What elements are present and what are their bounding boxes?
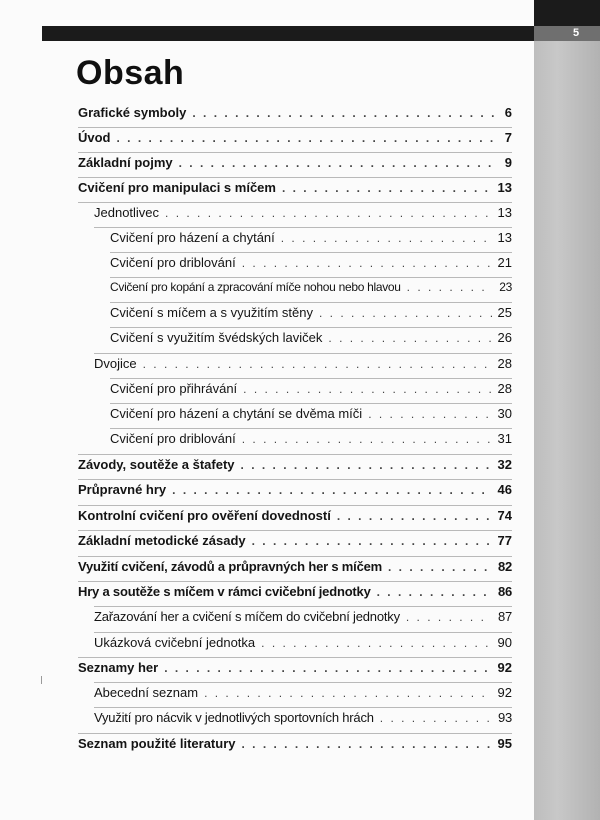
toc-separator: [78, 127, 512, 128]
toc-leader-dots: [172, 483, 491, 497]
toc-entry[interactable]: [110, 280, 512, 294]
toc-entry[interactable]: [78, 155, 512, 170]
toc-separator: [110, 378, 512, 379]
toc-entry-label: Hry a soutěže s míčem v rámci cvičební jednotky: [78, 584, 371, 599]
toc-entry-page: 13: [497, 230, 512, 245]
toc-entry-page: 92: [497, 685, 512, 700]
toc-entry[interactable]: [110, 431, 512, 446]
toc-entry[interactable]: [110, 406, 512, 421]
toc-entry-page: 23: [499, 280, 512, 294]
toc-entry-label: Seznamy her: [78, 660, 159, 675]
toc-entry-label: Cvičení s míčem a s využitím stěny: [110, 305, 313, 320]
toc-entry-label: Cvičení pro driblování: [110, 431, 236, 446]
toc-entry[interactable]: [110, 230, 512, 245]
toc-leader-dots: [117, 131, 499, 145]
toc-leader-dots: [282, 181, 492, 195]
toc-entry-label: Základní metodické zásady: [78, 533, 246, 548]
toc-entry-page: 13: [497, 180, 512, 195]
toc-entry-page: 31: [497, 431, 512, 446]
toc-entry-label: Seznam použité literatury: [78, 736, 236, 751]
toc-entry-page: 87: [497, 609, 512, 624]
toc-entry-page: 74: [497, 508, 512, 523]
toc-entry[interactable]: [78, 559, 512, 574]
toc-entry-label: Ukázková cvičební jednotka: [94, 635, 256, 650]
toc-leader-dots: [179, 156, 499, 170]
toc-leader-dots: [164, 661, 491, 675]
toc-separator: [78, 505, 512, 506]
toc-entry-label: Úvod: [78, 130, 111, 145]
toc-entry-page: 7: [504, 130, 512, 145]
toc-entry-page: 93: [497, 710, 512, 725]
toc-separator: [78, 152, 512, 153]
toc-entry[interactable]: [78, 105, 512, 120]
toc-separator: [78, 581, 512, 582]
toc-entry[interactable]: [78, 660, 512, 675]
toc-entry[interactable]: [78, 533, 512, 548]
toc-leader-dots: [241, 458, 492, 472]
toc-entry-label: Průpravné hry: [78, 482, 167, 497]
toc-entry-label: Abecední seznam: [94, 685, 199, 700]
toc-entry-label: Cvičení s využitím švédských laviček: [110, 330, 323, 345]
toc-entry-label: Cvičení pro házení a chytání: [110, 230, 275, 245]
toc-separator: [110, 252, 512, 253]
toc-entry-label: Cvičení pro házení a chytání se dvěma míči: [110, 406, 363, 421]
toc-entry-page: 9: [504, 155, 512, 170]
toc-entry[interactable]: [78, 457, 512, 472]
toc-separator: [110, 277, 512, 278]
toc-entry[interactable]: [78, 736, 512, 751]
toc-entry[interactable]: [94, 356, 512, 371]
toc-entry-label: Cvičení pro kopání a zpracování míče nohou nebo hlavou: [110, 280, 401, 294]
toc-entry-label: Grafické symboly: [78, 105, 187, 120]
toc-leader-dots: [252, 534, 492, 548]
toc-entry-page: 21: [497, 255, 512, 270]
toc-separator: [94, 227, 512, 228]
toc-leader-dots: [242, 432, 492, 446]
toc-leader-dots: [281, 231, 492, 245]
toc-separator: [110, 327, 512, 328]
toc-entry[interactable]: [110, 381, 512, 396]
toc-leader-dots: [388, 560, 492, 574]
toc-entry[interactable]: [94, 609, 512, 624]
toc-entry[interactable]: [94, 205, 512, 220]
toc-entry[interactable]: [110, 255, 512, 270]
toc-leader-dots: [406, 610, 492, 624]
toc-separator: [78, 556, 512, 557]
toc-entry-label: Cvičení pro driblování: [110, 255, 236, 270]
toc-leader-dots: [165, 206, 491, 220]
toc-entry-label: Využití cvičení, závodů a průpravných her s míčem: [78, 559, 382, 574]
toc-entry-page: 92: [497, 660, 512, 675]
toc-entry-page: 30: [497, 406, 512, 421]
toc-entry[interactable]: [94, 710, 512, 725]
toc-separator: [94, 353, 512, 354]
toc-entry[interactable]: [110, 330, 512, 345]
toc-entry-page: 13: [497, 205, 512, 220]
toc-entry-page: 86: [497, 584, 512, 599]
toc-separator: [78, 177, 512, 178]
toc-separator: [94, 707, 512, 708]
toc-leader-dots: [407, 280, 494, 294]
toc-entry[interactable]: [78, 482, 512, 497]
toc-entry-label: Dvojice: [94, 356, 137, 371]
toc-entry-page: 6: [504, 105, 512, 120]
toc-entry-page: 95: [497, 736, 512, 751]
toc-separator: [78, 454, 512, 455]
toc-separator: [78, 733, 512, 734]
toc-leader-dots: [377, 585, 492, 599]
toc-leader-dots: [204, 686, 491, 700]
toc-entry[interactable]: [94, 635, 512, 650]
toc-leader-dots: [368, 407, 491, 421]
toc-entry-page: 77: [497, 533, 512, 548]
toc-entry-label: Cvičení pro manipulaci s míčem: [78, 180, 276, 195]
toc-leader-dots: [192, 106, 498, 120]
page-title: Obsah: [76, 54, 185, 92]
toc-entry-label: Základní pojmy: [78, 155, 173, 170]
toc-leader-dots: [241, 737, 491, 751]
toc-entry-page: 25: [497, 305, 512, 320]
toc-leader-dots: [243, 382, 491, 396]
toc-entry-label: Využití pro nácvik v jednotlivých sportovních hrách: [94, 710, 374, 725]
toc-leader-dots: [319, 306, 492, 320]
toc-separator: [110, 403, 512, 404]
toc-entry-page: 26: [497, 330, 512, 345]
toc-leader-dots: [380, 711, 492, 725]
toc-separator: [110, 428, 512, 429]
toc-leader-dots: [328, 331, 491, 345]
toc-leader-dots: [143, 357, 492, 371]
toc-leader-dots: [337, 509, 492, 523]
toc-separator: [78, 202, 512, 203]
toc-separator: [78, 479, 512, 480]
toc-entry[interactable]: [78, 508, 512, 523]
toc-entry-label: Kontrolní cvičení pro ověření dovedností: [78, 508, 331, 523]
toc-separator: [94, 606, 512, 607]
toc-separator: [78, 657, 512, 658]
toc-separator: [78, 530, 512, 531]
toc-leader-dots: [242, 256, 492, 270]
toc-entry[interactable]: [110, 305, 512, 320]
toc-entry-page: 28: [497, 381, 512, 396]
toc-entry-label: Jednotlivec: [94, 205, 160, 220]
toc-entry[interactable]: [94, 685, 512, 700]
toc-entry-page: 46: [497, 482, 512, 497]
toc-leader-dots: [261, 636, 491, 650]
toc-separator: [110, 302, 512, 303]
toc-entry-label: Cvičení pro přihrávání: [110, 381, 238, 396]
toc-entry-page: 28: [497, 356, 512, 371]
toc-entry[interactable]: [78, 180, 512, 195]
toc-entry-label: Zařazování her a cvičení s míčem do cvičební jednotky: [94, 609, 400, 624]
toc-entry-page: 32: [497, 457, 512, 472]
toc-separator: [94, 682, 512, 683]
toc-entry-page: 82: [497, 559, 512, 574]
toc-entry-page: 90: [497, 635, 512, 650]
toc-separator: [94, 632, 512, 633]
page-number: 5: [573, 27, 580, 39]
toc-entry-label: Závody, soutěže a štafety: [78, 457, 235, 472]
toc-entry[interactable]: [78, 130, 512, 145]
scan-speck: [41, 676, 42, 684]
toc-entry[interactable]: [78, 584, 512, 599]
